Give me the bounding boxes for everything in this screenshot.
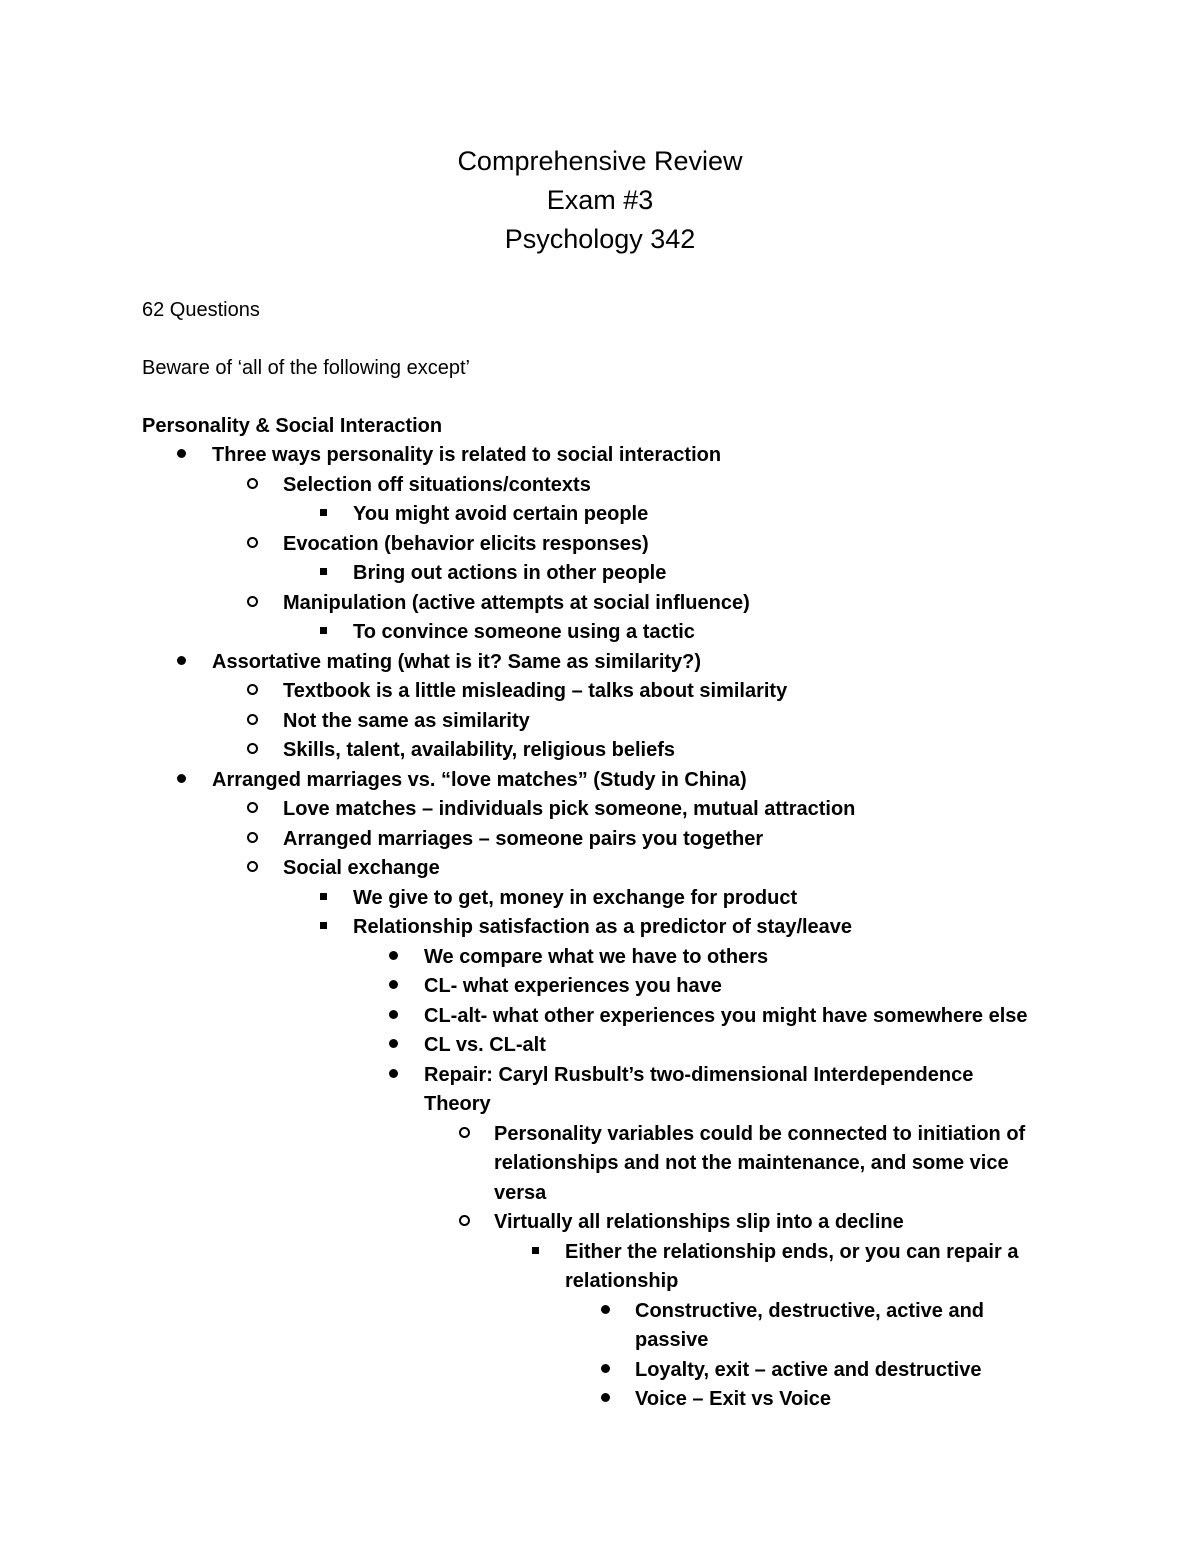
circle-bullet-icon (243, 677, 261, 707)
list-item-text: Social exchange (283, 857, 440, 879)
list-item-text: Loyalty, exit – active and destructive (635, 1358, 982, 1381)
list-item-text: Evocation (behavior elicits responses) (283, 532, 649, 555)
list-item (0, 1031, 1200, 1061)
list-item-text: Constructive, destructive, active and passive (635, 1299, 985, 1351)
list-item-text: Three ways personality is related to social interaction (212, 444, 722, 466)
list-item-text: Arranged marriages vs. “love matches” (Study in China) (212, 768, 747, 791)
list-item (0, 1120, 1200, 1209)
list-item (0, 648, 1200, 678)
list-item-text: Textbook is a little misleading – talks about similarity (283, 680, 788, 702)
disc-bullet-icon (596, 1385, 614, 1415)
list-item-text: Personality variables could be connected to initiation of relationships and not the maintenance, and some vice versa (494, 1122, 1026, 1204)
circle-bullet-icon (243, 589, 261, 619)
list-item-text: You might avoid certain people (353, 503, 649, 525)
list-item (0, 707, 1200, 737)
disc-bullet-icon (384, 1031, 402, 1061)
list-item (0, 766, 1200, 796)
list-item (0, 500, 1200, 530)
list-item (0, 795, 1200, 825)
list-item (0, 1238, 1200, 1297)
list-item-text: Love matches – individuals pick someone, mutual attraction (283, 798, 856, 820)
list-item-text: Relationship satisfaction as a predictor of stay/leave (353, 916, 853, 938)
list-item-text: We give to get, money in exchange for product (353, 886, 798, 909)
disc-bullet-icon (384, 972, 402, 1002)
square-bullet-icon (314, 618, 332, 648)
disc-bullet-icon (384, 1061, 402, 1091)
list-item-text: Either the relationship ends, or you can repair a relationship (565, 1240, 1019, 1292)
list-item-text: Voice – Exit vs Voice (635, 1388, 832, 1410)
list-item (0, 854, 1200, 884)
disc-bullet-icon (384, 1002, 402, 1032)
list-item (0, 825, 1200, 855)
circle-bullet-icon (455, 1120, 473, 1150)
list-item (0, 1356, 1200, 1386)
square-bullet-icon (314, 500, 332, 530)
disc-bullet-icon (172, 766, 190, 796)
exam-label: Exam #3 (546, 185, 654, 215)
circle-bullet-icon (243, 736, 261, 766)
list-item-text: Bring out actions in other people (353, 562, 667, 584)
list-item (0, 441, 1200, 471)
list-item (0, 1002, 1200, 1032)
list-item (0, 618, 1200, 648)
list-item-text: To convince someone using a tactic (353, 621, 695, 643)
list-item (0, 677, 1200, 707)
list-item-text: We compare what we have to others (424, 945, 769, 968)
circle-bullet-icon (243, 825, 261, 855)
list-item (0, 471, 1200, 501)
document-title: Comprehensive Review (457, 146, 743, 176)
list-item-text: CL-alt- what other experiences you might have somewhere else (424, 1004, 1028, 1027)
circle-bullet-icon (455, 1208, 473, 1238)
list-item-text: CL- what experiences you have (424, 975, 722, 997)
list-item-text: Repair: Caryl Rusbult’s two-dimensional Interdependence Theory (424, 1063, 974, 1115)
disc-bullet-icon (172, 441, 190, 471)
outline-list (0, 441, 1200, 1415)
disc-bullet-icon (596, 1297, 614, 1327)
list-item-text: Arranged marriages – someone pairs you together (283, 827, 764, 850)
circle-bullet-icon (243, 795, 261, 825)
list-item-text: Manipulation (active attempts at social influence) (283, 591, 750, 614)
square-bullet-icon (526, 1238, 544, 1268)
list-item (0, 1297, 1200, 1356)
list-item (0, 559, 1200, 589)
list-item (0, 972, 1200, 1002)
disc-bullet-icon (172, 648, 190, 678)
list-item-text: Virtually all relationships slip into a decline (494, 1211, 904, 1233)
circle-bullet-icon (243, 471, 261, 501)
list-item-text: Selection off situations/contexts (283, 473, 591, 496)
square-bullet-icon (314, 913, 332, 943)
list-item (0, 1208, 1200, 1238)
section-heading: Personality & Social Interaction (142, 415, 443, 437)
question-count: 62 Questions (142, 299, 260, 321)
list-item (0, 589, 1200, 619)
disc-bullet-icon (596, 1356, 614, 1386)
title-block (0, 142, 1200, 259)
list-item-text: Not the same as similarity (283, 709, 530, 732)
list-item (0, 736, 1200, 766)
list-item-text: CL vs. CL-alt (424, 1034, 546, 1056)
list-item (0, 1385, 1200, 1415)
list-item-text: Assortative mating (what is it? Same as similarity?) (212, 650, 702, 673)
square-bullet-icon (314, 559, 332, 589)
disc-bullet-icon (384, 943, 402, 973)
circle-bullet-icon (243, 707, 261, 737)
list-item (0, 913, 1200, 943)
square-bullet-icon (314, 884, 332, 914)
circle-bullet-icon (243, 530, 261, 560)
list-item (0, 943, 1200, 973)
list-item (0, 884, 1200, 914)
list-item (0, 530, 1200, 560)
warning-note: Beware of ‘all of the following except’ (142, 357, 470, 379)
course-label: Psychology 342 (504, 224, 696, 254)
list-item-text: Skills, talent, availability, religious beliefs (283, 739, 675, 761)
list-item (0, 1061, 1200, 1120)
circle-bullet-icon (243, 854, 261, 884)
